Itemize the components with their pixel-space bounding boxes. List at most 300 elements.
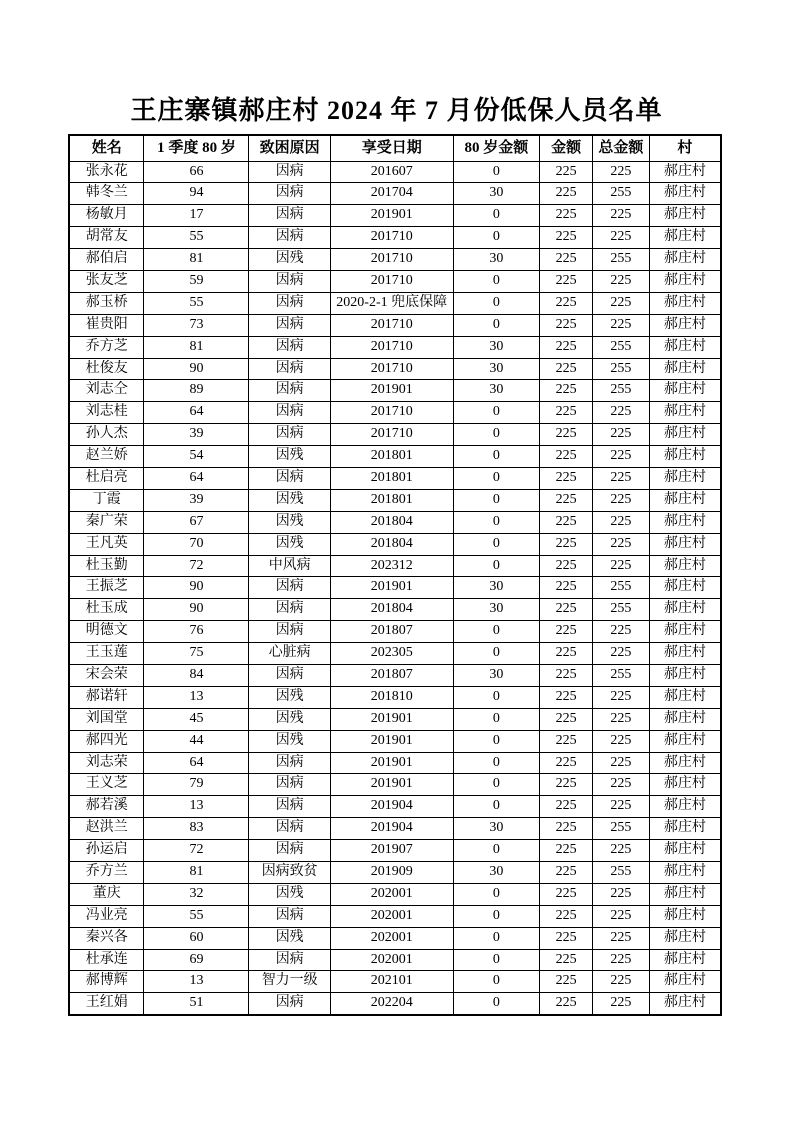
table-cell: 0 [453, 555, 540, 577]
table-cell: 乔方芝 [69, 336, 144, 358]
table-cell: 79 [144, 774, 249, 796]
table-cell: 因病致贫 [249, 862, 331, 884]
table-cell: 225 [540, 227, 593, 249]
table-cell: 225 [593, 314, 650, 336]
table-cell: 郝庄村 [649, 993, 721, 1015]
table-cell: 64 [144, 752, 249, 774]
table-cell: 89 [144, 380, 249, 402]
table-cell: 225 [593, 708, 650, 730]
table-cell: 郝庄村 [649, 599, 721, 621]
table-row [69, 336, 721, 358]
table-cell: 201801 [330, 467, 453, 489]
table-cell: 69 [144, 949, 249, 971]
table-cell: 赵洪兰 [69, 818, 144, 840]
table-cell: 0 [453, 927, 540, 949]
table-cell: 郝庄村 [649, 249, 721, 271]
table-cell: 39 [144, 424, 249, 446]
table-row [69, 205, 721, 227]
table-cell: 胡常友 [69, 227, 144, 249]
table-cell: 郝庄村 [649, 358, 721, 380]
table-cell: 因残 [249, 927, 331, 949]
table-cell: 225 [593, 730, 650, 752]
table-cell: 225 [540, 752, 593, 774]
table-cell: 39 [144, 489, 249, 511]
table-cell: 郝庄村 [649, 883, 721, 905]
table-cell: 225 [593, 905, 650, 927]
table-cell: 杜玉勤 [69, 555, 144, 577]
table-cell: 225 [593, 949, 650, 971]
table-cell: 255 [593, 336, 650, 358]
table-cell: 64 [144, 467, 249, 489]
table-cell: 201710 [330, 336, 453, 358]
column-header: 金额 [540, 135, 593, 161]
table-cell: 225 [593, 467, 650, 489]
table-cell: 中风病 [249, 555, 331, 577]
table-row [69, 708, 721, 730]
table-cell: 郝庄村 [649, 227, 721, 249]
table-cell: 郝庄村 [649, 533, 721, 555]
table-cell: 刘国堂 [69, 708, 144, 730]
table-cell: 0 [453, 314, 540, 336]
table-cell: 冯业亮 [69, 905, 144, 927]
table-cell: 201901 [330, 577, 453, 599]
table-cell: 225 [540, 730, 593, 752]
table-cell: 因残 [249, 489, 331, 511]
table-cell: 225 [593, 686, 650, 708]
table-cell: 225 [540, 664, 593, 686]
table-cell: 30 [453, 336, 540, 358]
table-cell: 郝庄村 [649, 489, 721, 511]
table-cell: 郝庄村 [649, 752, 721, 774]
table-cell: 郝庄村 [649, 402, 721, 424]
table-cell: 201801 [330, 446, 453, 468]
table-cell: 225 [540, 270, 593, 292]
table-row [69, 424, 721, 446]
table-cell: 201901 [330, 708, 453, 730]
table-cell: 201909 [330, 862, 453, 884]
table-cell: 郝庄村 [649, 643, 721, 665]
table-cell: 张友芝 [69, 270, 144, 292]
table-cell: 84 [144, 664, 249, 686]
table-cell: 201901 [330, 730, 453, 752]
table-cell: 13 [144, 971, 249, 993]
table-cell: 225 [593, 993, 650, 1015]
table-cell: 76 [144, 621, 249, 643]
table-cell: 225 [593, 927, 650, 949]
table-cell: 81 [144, 336, 249, 358]
column-header: 致困原因 [249, 135, 331, 161]
table-cell: 秦兴各 [69, 927, 144, 949]
table-cell: 王红娟 [69, 993, 144, 1015]
table-cell: 225 [593, 643, 650, 665]
table-cell: 83 [144, 818, 249, 840]
table-cell: 13 [144, 796, 249, 818]
table-cell: 0 [453, 227, 540, 249]
table-cell: 2020-2-1 兜底保障 [330, 292, 453, 314]
table-cell: 因病 [249, 577, 331, 599]
table-cell: 赵兰娇 [69, 446, 144, 468]
table-cell: 宋会荣 [69, 664, 144, 686]
table-cell: 郝庄村 [649, 730, 721, 752]
column-header: 村 [649, 135, 721, 161]
table-cell: 刘志荣 [69, 752, 144, 774]
table-cell: 202001 [330, 949, 453, 971]
table-row [69, 292, 721, 314]
table-cell: 因病 [249, 292, 331, 314]
table-cell: 因残 [249, 533, 331, 555]
table-cell: 30 [453, 358, 540, 380]
table-cell: 90 [144, 599, 249, 621]
table-cell: 201901 [330, 205, 453, 227]
table-cell: 225 [540, 818, 593, 840]
table-cell: 225 [540, 511, 593, 533]
table-row [69, 949, 721, 971]
table-cell: 0 [453, 840, 540, 862]
table-cell: 因残 [249, 249, 331, 271]
table-row [69, 489, 721, 511]
table-cell: 郝庄村 [649, 577, 721, 599]
table-row [69, 796, 721, 818]
table-cell: 0 [453, 883, 540, 905]
table-cell: 201804 [330, 511, 453, 533]
table-cell: 杜玉成 [69, 599, 144, 621]
table-cell: 郝庄村 [649, 511, 721, 533]
table-row [69, 774, 721, 796]
table-cell: 225 [540, 796, 593, 818]
table-cell: 255 [593, 664, 650, 686]
table-cell: 225 [540, 183, 593, 205]
table-cell: 225 [540, 774, 593, 796]
table-cell: 因病 [249, 183, 331, 205]
table-cell: 225 [540, 533, 593, 555]
table-row [69, 183, 721, 205]
table-cell: 225 [540, 314, 593, 336]
table-cell: 智力一级 [249, 971, 331, 993]
table-cell: 201901 [330, 774, 453, 796]
table-cell: 225 [540, 905, 593, 927]
table-cell: 郝庄村 [649, 555, 721, 577]
table-cell: 225 [593, 227, 650, 249]
table-cell: 90 [144, 358, 249, 380]
table-cell: 因病 [249, 336, 331, 358]
table-cell: 0 [453, 993, 540, 1015]
table-cell: 225 [593, 161, 650, 183]
table-cell: 30 [453, 249, 540, 271]
table-cell: 60 [144, 927, 249, 949]
table-cell: 郝庄村 [649, 927, 721, 949]
table-cell: 225 [593, 774, 650, 796]
table-cell: 225 [540, 446, 593, 468]
table-cell: 郝庄村 [649, 840, 721, 862]
page-title: 王庄寨镇郝庄村 2024 年 7 月份低保人员名单 [130, 96, 663, 125]
table-cell: 王玉莲 [69, 643, 144, 665]
table-cell: 明德文 [69, 621, 144, 643]
table-cell: 45 [144, 708, 249, 730]
table-cell: 王凡英 [69, 533, 144, 555]
table-cell: 201807 [330, 664, 453, 686]
table-cell: 杜承连 [69, 949, 144, 971]
table-cell: 0 [453, 424, 540, 446]
table-cell: 225 [593, 883, 650, 905]
table-cell: 59 [144, 270, 249, 292]
table-row [69, 752, 721, 774]
table-cell: 255 [593, 358, 650, 380]
table-cell: 201801 [330, 489, 453, 511]
table-row [69, 314, 721, 336]
column-header: 姓名 [69, 135, 144, 161]
table-cell: 225 [593, 292, 650, 314]
table-cell: 孙人杰 [69, 424, 144, 446]
table-cell: 0 [453, 467, 540, 489]
table-cell: 55 [144, 905, 249, 927]
table-row [69, 818, 721, 840]
table-cell: 54 [144, 446, 249, 468]
table-cell: 因病 [249, 949, 331, 971]
table-cell: 201607 [330, 161, 453, 183]
table-cell: 郝玉桥 [69, 292, 144, 314]
table-cell: 郝庄村 [649, 467, 721, 489]
table-cell: 因病 [249, 467, 331, 489]
table-cell: 225 [593, 555, 650, 577]
table-cell: 225 [593, 971, 650, 993]
table-cell: 因病 [249, 424, 331, 446]
table-cell: 0 [453, 708, 540, 730]
table-cell: 孙运启 [69, 840, 144, 862]
table-cell: 90 [144, 577, 249, 599]
column-header: 80 岁金额 [453, 135, 540, 161]
table-cell: 225 [540, 862, 593, 884]
table-cell: 201710 [330, 249, 453, 271]
table-cell: 因病 [249, 380, 331, 402]
table-cell: 255 [593, 183, 650, 205]
table-cell: 郝四光 [69, 730, 144, 752]
table-cell: 255 [593, 380, 650, 402]
table-cell: 255 [593, 599, 650, 621]
table-cell: 刘志仝 [69, 380, 144, 402]
table-cell: 因残 [249, 511, 331, 533]
table-cell: 因病 [249, 402, 331, 424]
table-cell: 0 [453, 489, 540, 511]
table-cell: 郝庄村 [649, 971, 721, 993]
table-cell: 225 [593, 270, 650, 292]
table-cell: 255 [593, 862, 650, 884]
table-cell: 81 [144, 249, 249, 271]
table-cell: 0 [453, 446, 540, 468]
table-cell: 0 [453, 686, 540, 708]
table-cell: 因病 [249, 752, 331, 774]
table-cell: 225 [593, 402, 650, 424]
table-cell: 郝庄村 [649, 862, 721, 884]
table-cell: 王义芝 [69, 774, 144, 796]
table-cell: 225 [593, 796, 650, 818]
table-row [69, 533, 721, 555]
table-cell: 201710 [330, 402, 453, 424]
table-cell: 因病 [249, 270, 331, 292]
table-row [69, 270, 721, 292]
table-cell: 51 [144, 993, 249, 1015]
table-cell: 225 [593, 752, 650, 774]
table-cell: 因残 [249, 883, 331, 905]
table-cell: 225 [540, 971, 593, 993]
table-cell: 郝庄村 [649, 336, 721, 358]
table-cell: 杨敏月 [69, 205, 144, 227]
table-cell: 郝庄村 [649, 380, 721, 402]
table-row [69, 555, 721, 577]
table-cell: 心脏病 [249, 643, 331, 665]
table-cell: 202312 [330, 555, 453, 577]
table-cell: 郝庄村 [649, 949, 721, 971]
table-cell: 225 [540, 599, 593, 621]
table-cell: 225 [593, 621, 650, 643]
table-cell: 因残 [249, 686, 331, 708]
table-cell: 225 [540, 489, 593, 511]
table-cell: 255 [593, 818, 650, 840]
table-cell: 因病 [249, 840, 331, 862]
table-cell: 0 [453, 643, 540, 665]
table-cell: 0 [453, 270, 540, 292]
table-cell: 郝庄村 [649, 774, 721, 796]
table-row [69, 643, 721, 665]
table-cell: 因病 [249, 599, 331, 621]
table-cell: 201710 [330, 358, 453, 380]
table-cell: 225 [540, 358, 593, 380]
table-cell: 0 [453, 511, 540, 533]
table-row [69, 971, 721, 993]
table-cell: 郝庄村 [649, 292, 721, 314]
table-cell: 225 [540, 336, 593, 358]
table-cell: 202001 [330, 927, 453, 949]
table-cell: 201807 [330, 621, 453, 643]
table-cell: 202305 [330, 643, 453, 665]
table-cell: 55 [144, 227, 249, 249]
table-cell: 张永花 [69, 161, 144, 183]
table-cell: 225 [540, 708, 593, 730]
table-cell: 201901 [330, 752, 453, 774]
table-cell: 70 [144, 533, 249, 555]
table-cell: 225 [540, 949, 593, 971]
table-row [69, 686, 721, 708]
table-cell: 郝庄村 [649, 686, 721, 708]
table-row [69, 883, 721, 905]
table-cell: 201804 [330, 533, 453, 555]
table-cell: 55 [144, 292, 249, 314]
table-cell: 郝诺轩 [69, 686, 144, 708]
table-cell: 64 [144, 402, 249, 424]
table-row [69, 905, 721, 927]
table-cell: 因残 [249, 708, 331, 730]
table-cell: 因病 [249, 774, 331, 796]
table-row [69, 577, 721, 599]
table-row [69, 161, 721, 183]
table-cell: 225 [540, 467, 593, 489]
table-cell: 201901 [330, 380, 453, 402]
column-header: 总金额 [593, 135, 650, 161]
table-cell: 杜俊友 [69, 358, 144, 380]
table-cell: 丁霞 [69, 489, 144, 511]
table-cell: 0 [453, 205, 540, 227]
table-cell: 因病 [249, 314, 331, 336]
table-cell: 0 [453, 971, 540, 993]
table-cell: 0 [453, 161, 540, 183]
table-row [69, 249, 721, 271]
table-cell: 225 [540, 402, 593, 424]
table-row [69, 840, 721, 862]
table-cell: 因残 [249, 446, 331, 468]
table-cell: 225 [593, 446, 650, 468]
table-cell: 郝庄村 [649, 905, 721, 927]
table-cell: 0 [453, 533, 540, 555]
table-row [69, 993, 721, 1015]
table-cell: 225 [540, 686, 593, 708]
table-cell: 0 [453, 621, 540, 643]
table-cell: 225 [593, 424, 650, 446]
table-cell: 201710 [330, 424, 453, 446]
table-cell: 201710 [330, 270, 453, 292]
table-row [69, 446, 721, 468]
table-cell: 255 [593, 577, 650, 599]
table-cell: 72 [144, 555, 249, 577]
table-cell: 郝庄村 [649, 424, 721, 446]
table-cell: 因病 [249, 993, 331, 1015]
table-row [69, 730, 721, 752]
table-cell: 225 [540, 205, 593, 227]
table-cell: 因病 [249, 818, 331, 840]
table-cell: 杜启亮 [69, 467, 144, 489]
table-cell: 225 [540, 840, 593, 862]
table-cell: 225 [540, 621, 593, 643]
table-cell: 郝博辉 [69, 971, 144, 993]
table-cell: 因病 [249, 205, 331, 227]
table-cell: 225 [540, 577, 593, 599]
table-cell: 225 [593, 205, 650, 227]
table-cell: 崔贵阳 [69, 314, 144, 336]
table-cell: 13 [144, 686, 249, 708]
table-cell: 因病 [249, 227, 331, 249]
table-cell: 201904 [330, 796, 453, 818]
table-cell: 30 [453, 818, 540, 840]
table-cell: 225 [593, 489, 650, 511]
table-cell: 乔方兰 [69, 862, 144, 884]
table-cell: 44 [144, 730, 249, 752]
table-cell: 0 [453, 796, 540, 818]
table-cell: 秦广荣 [69, 511, 144, 533]
table-cell: 225 [593, 533, 650, 555]
table-row [69, 380, 721, 402]
table-cell: 201804 [330, 599, 453, 621]
table-cell: 202001 [330, 883, 453, 905]
table-cell: 郝庄村 [649, 183, 721, 205]
table-cell: 225 [540, 927, 593, 949]
table-cell: 225 [540, 993, 593, 1015]
table-cell: 因病 [249, 161, 331, 183]
table-cell: 225 [540, 249, 593, 271]
table-cell: 81 [144, 862, 249, 884]
table-cell: 201810 [330, 686, 453, 708]
table-cell: 225 [593, 840, 650, 862]
table-cell: 刘志桂 [69, 402, 144, 424]
table-cell: 202101 [330, 971, 453, 993]
table-cell: 0 [453, 905, 540, 927]
table-cell: 因残 [249, 730, 331, 752]
table-row [69, 927, 721, 949]
table-cell: 225 [540, 380, 593, 402]
table-cell: 郝庄村 [649, 161, 721, 183]
table-cell: 30 [453, 664, 540, 686]
table-cell: 202204 [330, 993, 453, 1015]
table-cell: 73 [144, 314, 249, 336]
table-cell: 郝庄村 [649, 270, 721, 292]
table-body [69, 161, 721, 1015]
